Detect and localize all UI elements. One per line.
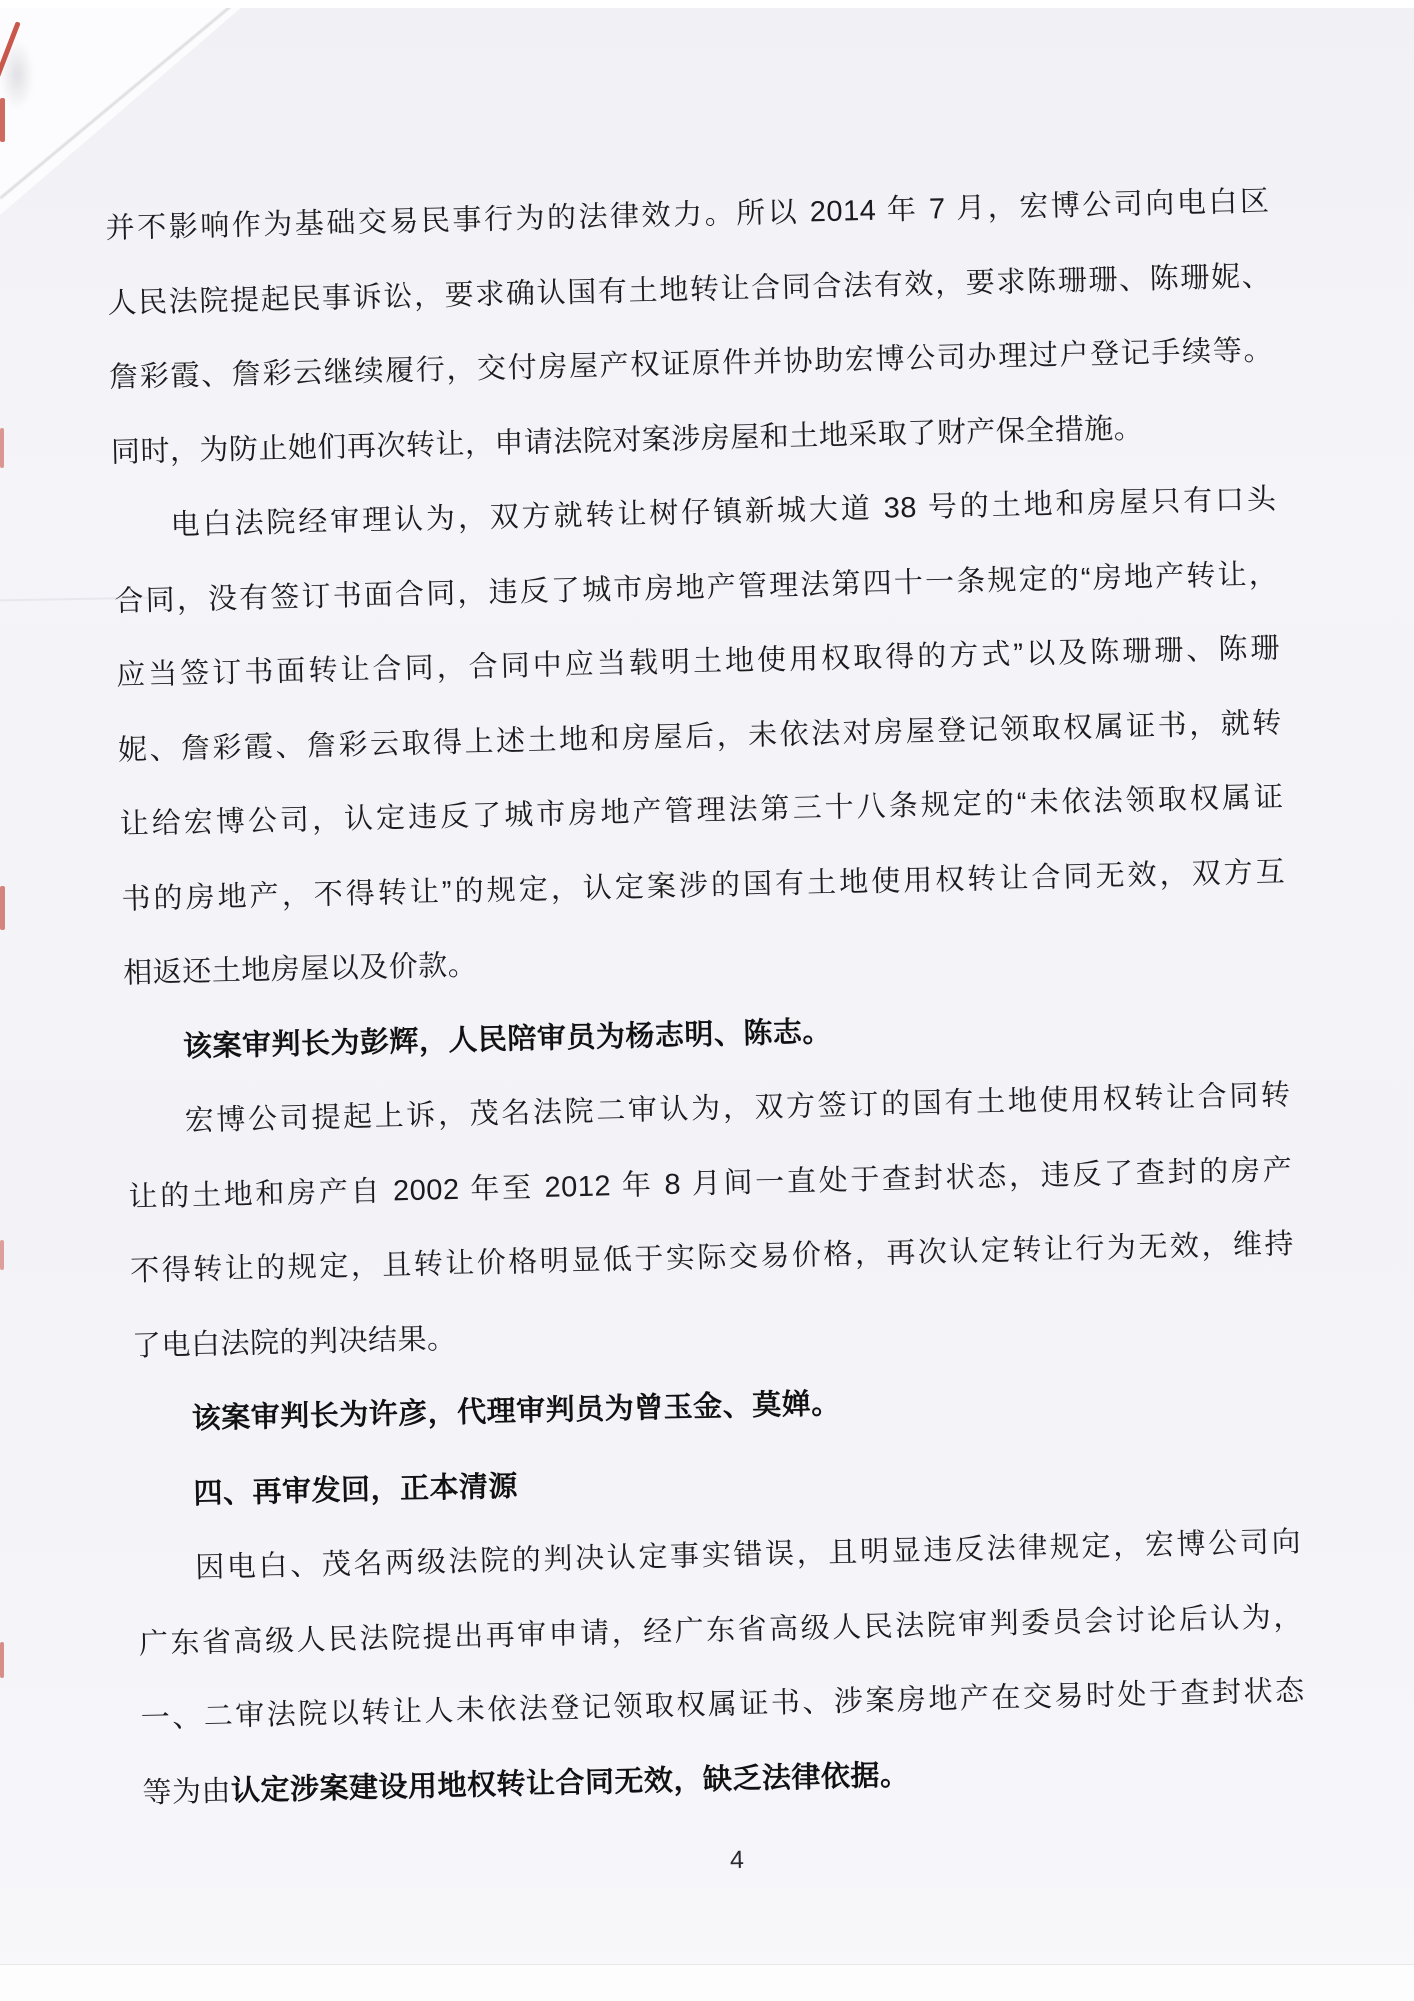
text-segment: 让给宏博公司，认定违反了城市房地产管理法第三十八条规定的“未依法领取权属证 xyxy=(119,781,1284,841)
text-segment: 人民法院提起民事诉讼，要求确认国有土地转让合同合法有效，要求陈珊珊、陈珊妮、 xyxy=(107,259,1272,320)
text-segment: 应当签订书面转让合同，合同中应当载明土地使用权取得的方式”以及陈珊珊、陈珊 xyxy=(115,632,1281,692)
text-segment: 并不影响作为基础交易民事行为的法律效力。所以 2014 年 7 月，宏博公司向电白区 xyxy=(105,185,1270,245)
scanner-edge-bottom xyxy=(0,1964,1414,2001)
scanner-edge-top xyxy=(0,0,1414,8)
red-edge-mark xyxy=(0,428,4,468)
text-segment: 不得转让的规定，且转让价格明显低于实际交易价格，再次认定转让行为无效，维持 xyxy=(129,1228,1295,1288)
page-number: 4 xyxy=(729,1845,745,1875)
red-edge-mark xyxy=(0,1642,4,1678)
text-segment: 因电白、茂名两级法院的判决认定事实错误，且明显违反法律规定，宏博公司向 xyxy=(194,1526,1302,1585)
page-corner-fold xyxy=(0,0,250,215)
text-segment: 书的房地产，不得转让”的规定，认定案涉的国有土地使用权转让合同无效，双方互 xyxy=(121,855,1286,916)
red-edge-mark xyxy=(0,886,5,930)
text-segment: 妮、詹彩霞、詹彩云取得上述土地和房屋后，未依法对房屋登记领取权属证书，就转 xyxy=(117,706,1283,767)
text-segment: 了电白法院的判决结果。 xyxy=(131,1322,457,1363)
text-segment: 宏博公司提起上诉，茂名法院二审认为，双方签订的国有土地使用权转让合同转 xyxy=(184,1079,1291,1138)
red-edge-mark xyxy=(0,98,5,142)
document-body xyxy=(105,165,1307,1831)
text-segment: 让的土地和房产自 2002 年至 2012 年 8 月间一直处于查封状态，违反了查封的房产 xyxy=(128,1153,1293,1214)
text-segment: 一、二审法院以转让人未依法登记领取权属证书、涉案房地产在交易时处于查封状态 xyxy=(140,1675,1305,1735)
red-edge-mark xyxy=(0,1240,4,1270)
text-segment: 认定涉案建设用地权转让合同无效，缺乏法律依据。 xyxy=(230,1758,910,1807)
text-segment: 该案审判长为许彦，代理审判员为曾玉金、莫婵。 xyxy=(191,1387,841,1436)
text-segment: 电白法院经审理认为，双方就转让树仔镇新城大道 38 号的土地和房屋只有口头 xyxy=(170,483,1277,542)
text-segment: 该案审判长为彭辉，人民陪审员为杨志明、陈志。 xyxy=(182,1015,833,1063)
text-segment: 广东省高级人民法院提出再审申请，经广东省高级人民法院审判委员会讨论后认为， xyxy=(138,1600,1304,1661)
text-segment: 同时，为防止她们再次转让，申请法院对案涉房屋和土地采取了财产保全措施。 xyxy=(110,412,1144,469)
text-segment: 合同，没有签订书面合同，违反了城市房地产管理法第四十一条规定的“房地产转让， xyxy=(114,557,1279,618)
text-segment: 四、再审发回，正本清源 xyxy=(193,1470,519,1510)
text-segment: 等为由 xyxy=(142,1774,232,1809)
text-segment: 相返还土地房屋以及价款。 xyxy=(122,949,478,990)
text-segment: 詹彩霞、詹彩云继续履行，交付房屋产权证原件并协助宏博公司办理过户登记手续等。 xyxy=(108,334,1274,394)
